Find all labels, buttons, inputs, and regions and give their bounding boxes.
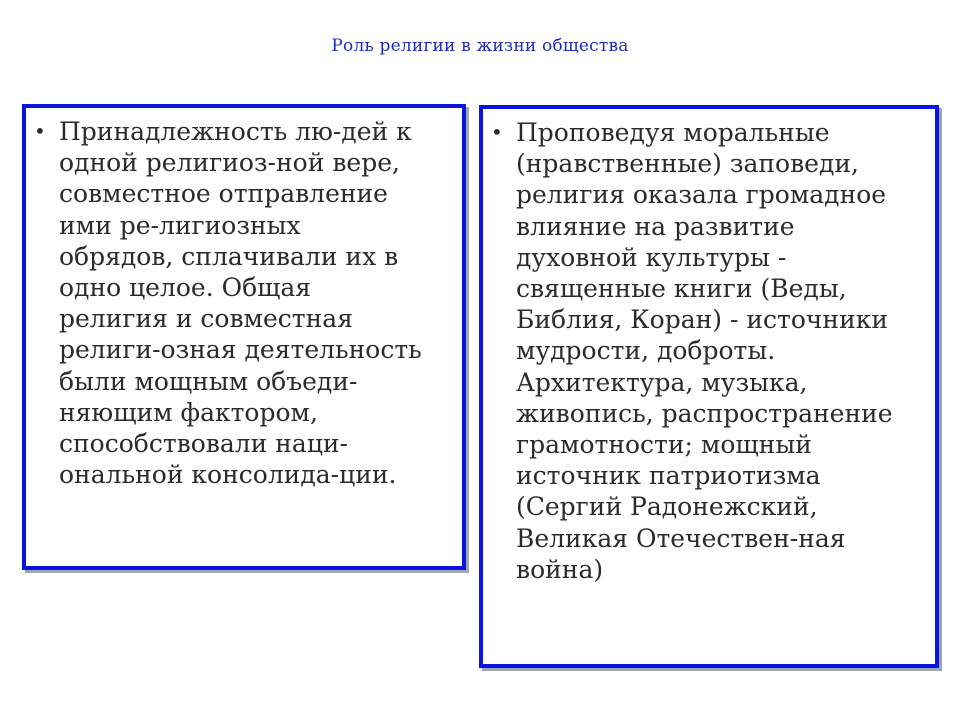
- text-line: Библия, Коран) - источники: [516, 305, 889, 335]
- text-line: (нравственные) заповеди,: [516, 149, 859, 179]
- right-text-box: [479, 105, 939, 668]
- text-line: Принадлежность лю-дей к: [59, 117, 412, 146]
- text-line: способствовали наци-: [59, 429, 349, 459]
- text-line: живопись, распространение: [516, 398, 893, 428]
- right-paragraph: [516, 117, 893, 585]
- text-line: религи-озная деятельность: [59, 335, 422, 365]
- text-line: совместное отправление: [59, 179, 388, 209]
- text-line: война): [516, 554, 604, 584]
- text-line: священные книги (Веды,: [516, 274, 847, 304]
- text-line: Великая Отечествен-ная: [516, 523, 846, 553]
- text-line: ими ре-лигиозных: [59, 210, 301, 240]
- text-line: одной религиоз-ной вере,: [59, 148, 400, 178]
- text-line: няющим фактором,: [59, 397, 318, 427]
- text-line: влияние на развитие: [516, 211, 795, 241]
- left-text-box: [22, 104, 466, 570]
- list-item: [491, 117, 937, 585]
- text-line: источник патриотизма: [516, 461, 821, 491]
- text-line: духовной культуры -: [516, 242, 787, 272]
- text-line: обрядов, сплачивали их в: [59, 241, 399, 271]
- text-line: (Сергий Радонежский,: [516, 492, 818, 522]
- text-line: Проповедуя моральные: [516, 118, 830, 147]
- list-item: [34, 116, 464, 490]
- slide-title: Роль религии в жизни общества: [331, 36, 629, 56]
- text-line: грамотности; мощный: [516, 430, 812, 460]
- bullet-icon: •: [34, 119, 46, 143]
- text-line: были мощным объеди-: [59, 366, 358, 396]
- text-line: религия и совместная: [59, 304, 353, 334]
- text-line: религия оказала громадное: [516, 180, 887, 210]
- bullet-icon: •: [491, 120, 503, 144]
- left-paragraph: [59, 116, 422, 490]
- text-line: ональной консолида-ции.: [59, 460, 397, 490]
- text-line: Архитектура, музыка,: [516, 367, 808, 397]
- text-line: одно целое. Общая: [59, 273, 312, 303]
- text-line: мудрости, доброты.: [516, 336, 776, 366]
